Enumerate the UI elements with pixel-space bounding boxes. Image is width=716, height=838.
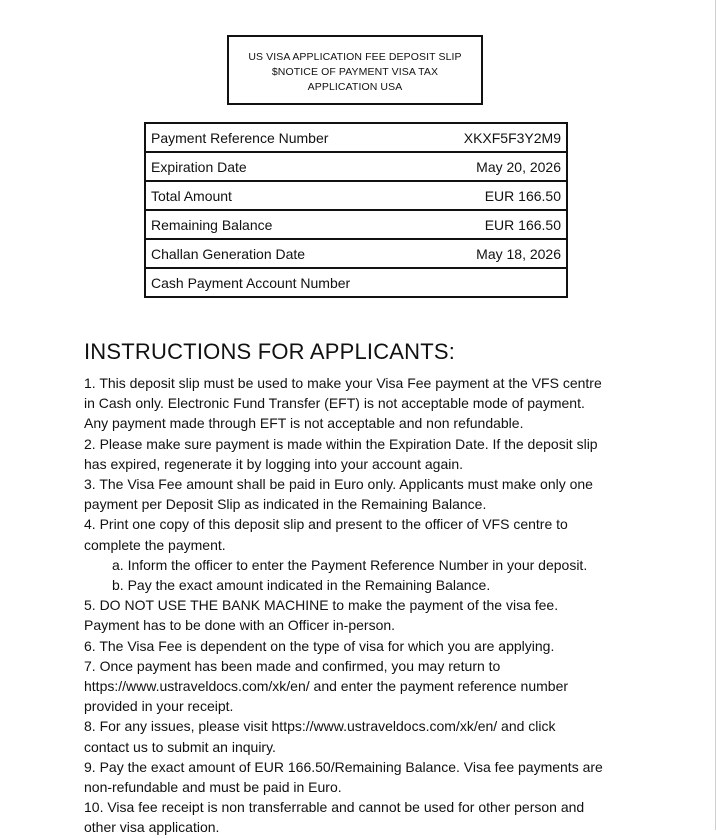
table-row xyxy=(145,268,567,297)
cash-account-value xyxy=(406,268,567,297)
total-amount-value: EUR 166.50 xyxy=(406,181,567,210)
remaining-balance-label: Remaining Balance xyxy=(145,210,406,239)
instruction-line: 10. Visa fee receipt is non transferrable and cannot be used for other person and xyxy=(84,799,585,816)
challan-date-value: May 18, 2026 xyxy=(406,239,567,268)
instruction-line: 2. Please make sure payment is made within the Expiration Date. If the deposit slip xyxy=(84,435,598,452)
expiration-date-label: Expiration Date xyxy=(145,152,406,181)
table-row xyxy=(145,123,567,152)
instructions-list xyxy=(84,373,644,838)
total-amount-label: Total Amount xyxy=(145,181,406,210)
payment-summary-table xyxy=(144,122,568,298)
slip-header-box xyxy=(227,35,483,105)
table-row xyxy=(145,210,567,239)
remaining-balance-value: EUR 166.50 xyxy=(406,210,567,239)
instruction-line: has expired, regenerate it by logging into your account again. xyxy=(84,455,464,472)
instruction-subitem: b. Pay the exact amount indicated in the Remaining Balance. xyxy=(112,577,491,594)
instruction-line: Payment has to be done with an Officer in-person. xyxy=(84,617,396,634)
expiration-date-value: May 20, 2026 xyxy=(406,152,567,181)
instruction-line: complete the payment. xyxy=(84,536,226,553)
instruction-line: 6. The Visa Fee is dependent on the type of visa for which you are applying. xyxy=(84,637,555,654)
instruction-line: 3. The Visa Fee amount shall be paid in Euro only. Applicants must make only one xyxy=(84,476,593,493)
instruction-line: 9. Pay the exact amount of EUR 166.50/Remaining Balance. Visa fee payments are xyxy=(84,758,603,775)
table-row xyxy=(145,152,567,181)
table-row xyxy=(145,239,567,268)
instruction-line: 7. Once payment has been made and confirmed, you may return to xyxy=(84,657,501,674)
instruction-line: 8. For any issues, please visit https://www.ustraveldocs.com/xk/en/ and click xyxy=(84,718,556,735)
instruction-line: non-refundable and must be paid in Euro. xyxy=(84,779,342,796)
instruction-line: contact us to submit an inquiry. xyxy=(84,738,276,755)
instructions-title: INSTRUCTIONS FOR APPLICANTS: xyxy=(84,339,456,364)
header-line-1: US VISA APPLICATION FEE DEPOSIT SLIP xyxy=(248,51,462,63)
instruction-line: 5. DO NOT USE THE BANK MACHINE to make the payment of the visa fee. xyxy=(84,597,559,614)
header-line-2: $NOTICE OF PAYMENT VISA TAX xyxy=(271,66,439,78)
instruction-line: 1. This deposit slip must be used to make your Visa Fee payment at the VFS centre xyxy=(84,375,602,391)
instruction-line: provided in your receipt. xyxy=(84,698,234,715)
payment-reference-label: Payment Reference Number xyxy=(145,123,406,152)
challan-date-label: Challan Generation Date xyxy=(145,239,406,268)
instruction-line: payment per Deposit Slip as indicated in the Remaining Balance. xyxy=(84,496,487,513)
instruction-line: 4. Print one copy of this deposit slip and present to the officer of VFS centre to xyxy=(84,516,568,533)
header-line-3: APPLICATION USA xyxy=(307,81,403,93)
payment-reference-value: XKXF5F3Y2M9 xyxy=(406,123,567,152)
table-row xyxy=(145,181,567,210)
instruction-line: Any payment made through EFT is not acceptable and non refundable. xyxy=(84,415,524,432)
instruction-line: in Cash only. Electronic Fund Transfer (EFT) is not acceptable mode of payment. xyxy=(84,395,585,412)
instruction-subitem: a. Inform the officer to enter the Payment Reference Number in your deposit. xyxy=(112,556,588,573)
instruction-line: other visa application. xyxy=(84,819,220,836)
cash-account-label: Cash Payment Account Number xyxy=(145,268,406,297)
instruction-line: https://www.ustraveldocs.com/xk/en/ and enter the payment reference number xyxy=(84,678,569,695)
